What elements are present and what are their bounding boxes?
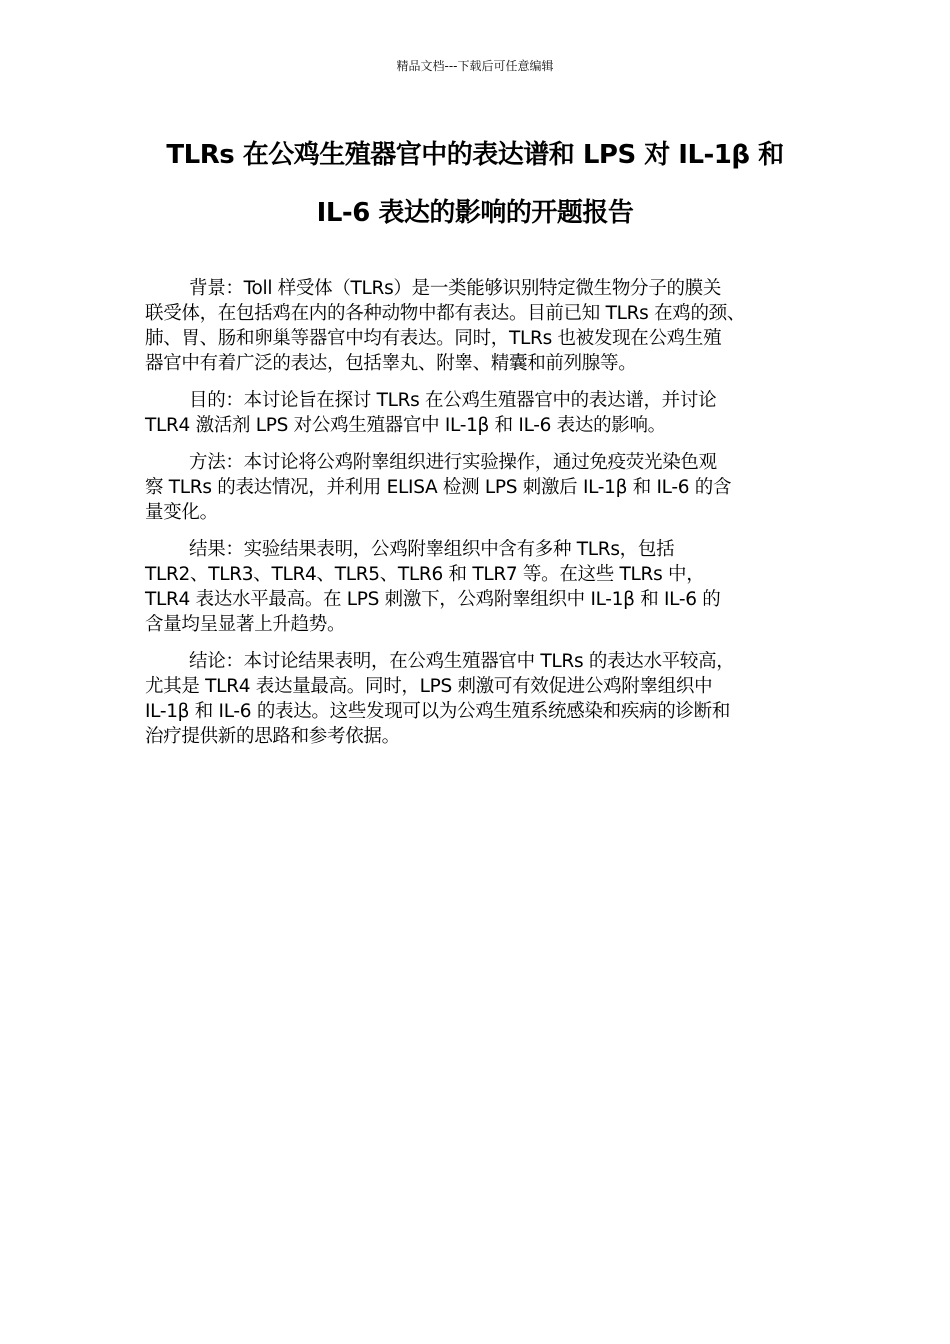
paragraph-line: 方法：本讨论将公鸡附睾组织进行实验操作，通过免疫荧光染色观	[189, 452, 717, 473]
paragraph-line: 量变化。	[145, 502, 218, 523]
paragraph-line: TLR4 激活剂 LPS 对公鸡生殖器官中 IL-1β 和 IL-6 表达的影响。	[145, 415, 666, 436]
paragraph-line: 肺、胃、肠和卵巢等器官中均有表达。同时，TLRs 也被发现在公鸡生殖	[145, 328, 722, 349]
paragraph-background	[145, 276, 810, 376]
paragraph-line: 治疗提供新的思路和参考依据。	[145, 726, 400, 747]
paragraph-line: IL-1β 和 IL-6 的表达。这些发现可以为公鸡生殖系统感染和疾病的诊断和	[145, 701, 731, 722]
header-note: 精品文档---下载后可任意编辑	[396, 59, 554, 73]
document-body	[145, 276, 810, 761]
paragraph-line: 察 TLRs 的表达情况，并利用 ELISA 检测 LPS 刺激后 IL-1β 和 IL-6 的含	[145, 477, 732, 498]
paragraph-line: 结论：本讨论结果表明，在公鸡生殖器官中 TLRs 的表达水平较高，	[189, 651, 735, 672]
paragraph-line: 联受体，在包括鸡在内的各种动物中都有表达。目前已知 TLRs 在鸡的颈、	[145, 303, 746, 324]
paragraph-line: 器官中有着广泛的表达，包括睾丸、附睾、精囊和前列腺等。	[145, 353, 637, 374]
paragraph-line: 目的：本讨论旨在探讨 TLRs 在公鸡生殖器官中的表达谱，并讨论	[189, 390, 717, 411]
paragraph-line: 含量均呈显著上升趋势。	[145, 614, 346, 635]
paragraph-line: 结果：实验结果表明，公鸡附睾组织中含有多种 TLRs，包括	[189, 539, 675, 560]
paragraph-line: 尤其是 TLR4 表达量最高。同时，LPS 刺激可有效促进公鸡附睾组织中	[145, 676, 713, 697]
paragraph-conclusion	[145, 649, 810, 749]
paragraph-line: TLR2、TLR3、TLR4、TLR5、TLR6 和 TLR7 等。在这些 TLRs 中，	[145, 564, 705, 585]
paragraph-methods	[145, 450, 810, 525]
document-title-line-2: IL-6 表达的影响的开题报告	[316, 198, 634, 228]
paragraph-line: TLR4 表达水平最高。在 LPS 刺激下，公鸡附睾组织中 IL-1β 和 IL-6 的	[145, 589, 721, 610]
paragraph-line: 背景：Toll 样受体（TLRs）是一类能够识别特定微生物分子的膜关	[189, 278, 722, 299]
paragraph-purpose	[145, 388, 810, 438]
document-title-line-1: TLRs 在公鸡生殖器官中的表达谱和 LPS 对 IL-1β 和	[166, 140, 784, 170]
paragraph-results	[145, 537, 810, 637]
